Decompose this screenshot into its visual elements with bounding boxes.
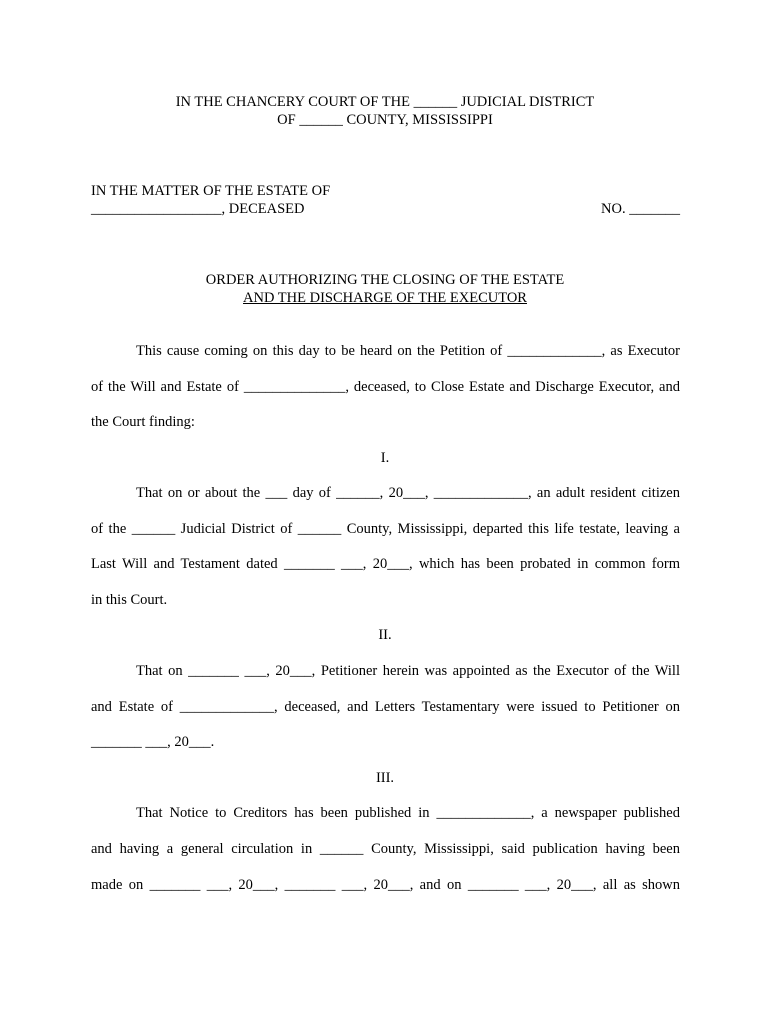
- court-heading-line2: OF ______ COUNTY, MISSISSIPPI: [277, 112, 493, 128]
- order-title-line1: ORDER AUTHORIZING THE CLOSING OF THE ESTATE: [205, 272, 565, 288]
- section-heading-2: II.: [378, 627, 392, 643]
- section3-line2: and having a general circulation in ______ County, Mississippi, said publication having been: [91, 841, 680, 857]
- section1-line1: That on or about the ___ day of ______, 20___, _____________, an adult resident citizen: [136, 485, 680, 501]
- case-number: NO. _______: [601, 201, 680, 217]
- section2-line2: and Estate of _____________, deceased, and Letters Testamentary were issued to Petitioner on: [91, 699, 680, 715]
- court-heading-line1: IN THE CHANCERY COURT OF THE ______ JUDICIAL DISTRICT: [175, 94, 595, 110]
- section-heading-3: III.: [375, 770, 395, 786]
- section3-line3: made on _______ ___, 20___, _______ ___, 20___, and on _______ ___, 20___, all as shown: [91, 877, 680, 893]
- order-title-line2: AND THE DISCHARGE OF THE EXECUTOR: [243, 290, 527, 306]
- section-heading-1: I.: [380, 450, 390, 466]
- intro-line1: This cause coming on this day to be heard on the Petition of _____________, as Executor: [136, 343, 680, 359]
- section1-line4: in this Court.: [91, 592, 168, 608]
- section1-line3: Last Will and Testament dated _______ ___, 20___, which has been probated in common form: [91, 556, 680, 572]
- section3-line1: That Notice to Creditors has been published in _____________, a newspaper published: [136, 805, 680, 821]
- estate-matter-line1: IN THE MATTER OF THE ESTATE OF: [91, 183, 331, 199]
- estate-matter-line2: __________________, DECEASED: [91, 201, 305, 217]
- intro-line2: of the Will and Estate of ______________, deceased, to Close Estate and Discharge Executor, and: [91, 379, 680, 395]
- section2-line1: That on _______ ___, 20___, Petitioner herein was appointed as the Executor of the Will: [136, 663, 680, 679]
- intro-line3: the Court finding:: [91, 414, 195, 430]
- section2-line3: _______ ___, 20___.: [91, 734, 215, 750]
- section1-line2: of the ______ Judicial District of ______ County, Mississippi, departed this life testate, leaving a: [91, 521, 680, 537]
